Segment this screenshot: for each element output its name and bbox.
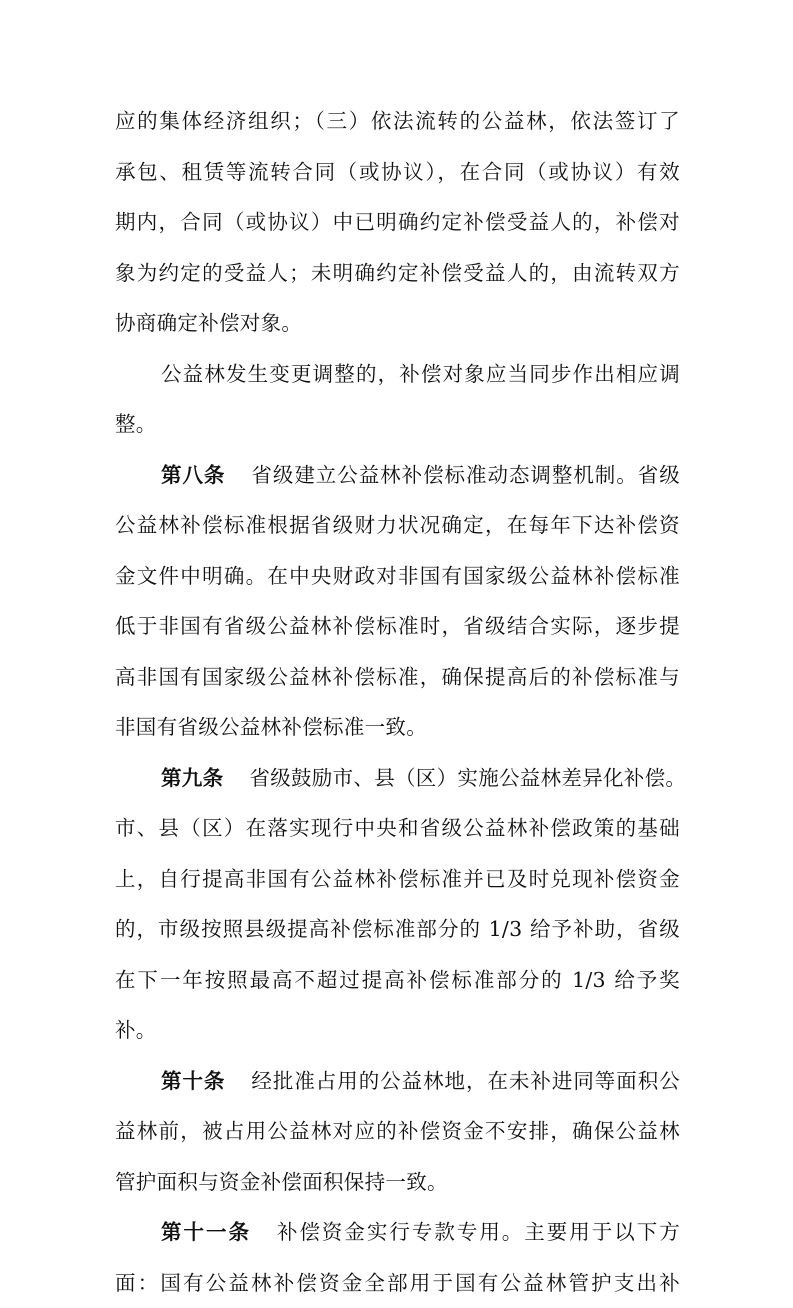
line-text: 期内，合同（或协议）中已明确约定补偿受益人的，补偿对 — [115, 210, 680, 234]
text-line — [115, 551, 680, 602]
text-line — [115, 500, 680, 551]
line-text: 承包、租赁等流转合同（或协议），在合同（或协议）有效 — [115, 160, 680, 184]
text-line — [115, 854, 680, 905]
line-text: 管护面积与资金补偿面积保持一致。 — [115, 1170, 448, 1194]
line-text: 公益林发生变更调整的，补偿对象应当同步作出相应调 — [161, 362, 680, 386]
line-text: 公益林补偿标准根据省级财力状况确定，在每年下达补偿资 — [115, 513, 680, 537]
line-text: 上，自行提高非国有公益林补偿标准并已及时兑现补偿资金 — [115, 867, 680, 891]
line-text: 市、县（区）在落实现行中央和省级公益林补偿政策的基础 — [115, 816, 680, 840]
line-text: 经批准占用的公益林地，在未补进同等面积公 — [251, 1069, 680, 1093]
article-number: 第十条 — [161, 1069, 225, 1093]
article-number: 第九条 — [161, 766, 223, 790]
article-number: 第八条 — [161, 463, 225, 487]
text-line — [115, 298, 680, 349]
text-line — [115, 147, 680, 198]
text-line — [115, 248, 680, 299]
line-text: 在下一年按照最高不超过提高补偿标准部分的 1/3 给予奖 — [115, 968, 680, 992]
line-text: 低于非国有省级公益林补偿标准时，省级结合实际，逐步提 — [115, 614, 680, 638]
text-line — [115, 399, 680, 450]
text-line — [115, 803, 680, 854]
text-line — [115, 652, 680, 703]
text-line — [115, 197, 680, 248]
document-body — [115, 96, 680, 1308]
text-line — [115, 702, 680, 753]
line-text: 协商确定补偿对象。 — [115, 311, 302, 335]
line-text: 整。 — [115, 412, 157, 436]
line-text: 省级鼓励市、县（区）实施公益林差异化补偿。 — [249, 766, 686, 790]
text-line — [115, 1157, 680, 1208]
line-text: 补。 — [115, 1018, 157, 1042]
text-line — [115, 955, 680, 1006]
article-number: 第十一条 — [161, 1220, 251, 1244]
line-text: 面：国有公益林补偿资金全部用于国有公益林管护支出补 — [115, 1271, 680, 1295]
text-line — [115, 1258, 680, 1308]
article-11-heading-line — [115, 1207, 680, 1258]
line-text: 象为约定的受益人；未明确约定补偿受益人的，由流转双方 — [115, 261, 680, 285]
text-line — [115, 1005, 680, 1056]
article-8-heading-line — [115, 450, 680, 501]
line-text: 金文件中明确。在中央财政对非国有国家级公益林补偿标准 — [115, 564, 680, 588]
text-line — [115, 601, 680, 652]
text-line — [115, 904, 680, 955]
text-line — [115, 1106, 680, 1157]
line-text: 省级建立公益林补偿标准动态调整机制。省级 — [251, 463, 680, 487]
line-text: 的，市级按照县级提高补偿标准部分的 1/3 给予补助，省级 — [115, 917, 680, 941]
article-10-heading-line — [115, 1056, 680, 1107]
line-text: 益林前，被占用公益林对应的补偿资金不安排，确保公益林 — [115, 1119, 680, 1143]
text-line — [115, 96, 680, 147]
line-text: 非国有省级公益林补偿标准一致。 — [115, 715, 427, 739]
line-text: 高非国有国家级公益林补偿标准，确保提高后的补偿标准与 — [115, 665, 680, 689]
line-text: 补偿资金实行专款专用。主要用于以下方 — [277, 1220, 680, 1244]
article-9-heading-line — [115, 753, 680, 804]
paragraph-first-line — [115, 349, 680, 400]
line-text: 应的集体经济组织；（三）依法流转的公益林，依法签订了 — [115, 109, 680, 133]
